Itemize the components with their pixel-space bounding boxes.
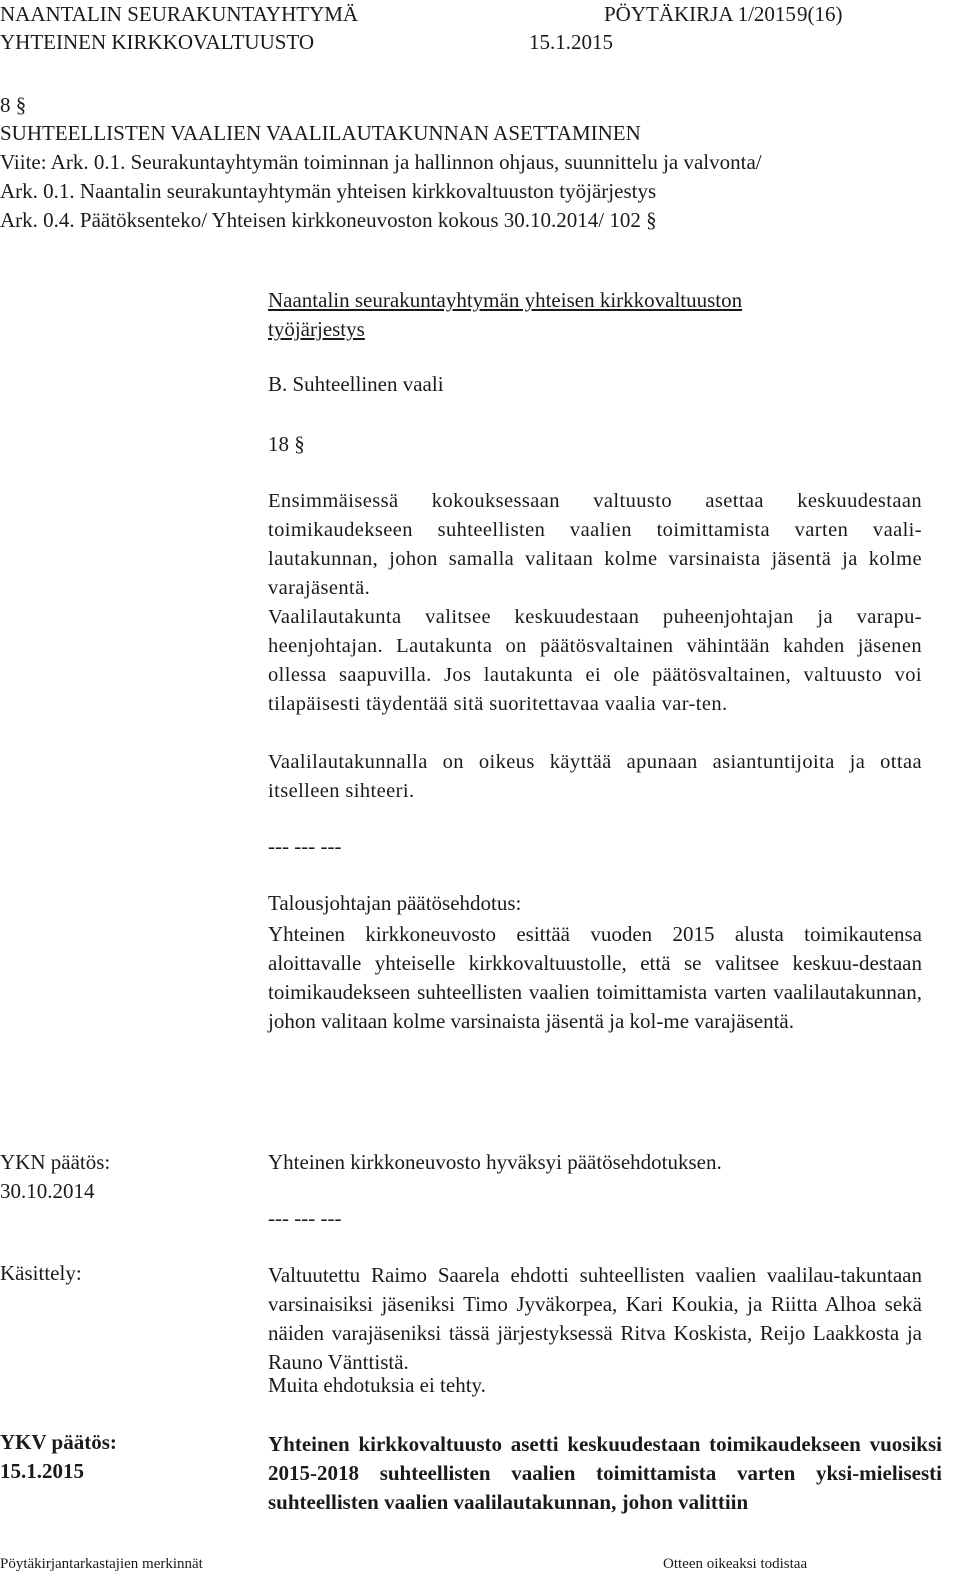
quote-paragraph-number: 18 §: [268, 432, 305, 456]
header-body: YHTEINEN KIRKKOVALTUUSTO: [0, 30, 315, 54]
quote-text-2: Vaalilautakunta valitsee keskuudestaan puheenjohtajan ja varapu-heenjohtajan. Lautakunta on päätösvaltainen vähintään kahden jäsenen ollessa saapuvilla. Jos lautakunta ei ole päätösvaltainen, valtuusto voi tilapäisesti täydentää sitä suoritettavaa vaalia var-ten.: [268, 606, 922, 715]
ykv-label: YKV päätös:: [0, 1430, 117, 1454]
kasittely-note: Muita ehdotuksia ei tehty.: [268, 1373, 486, 1397]
footer-right: Otteen oikeaksi todistaa: [663, 1556, 808, 1572]
header-org: NAANTALIN SEURAKUNTAYHTYMÄ: [0, 2, 359, 26]
reference-1: Viite: Ark. 0.1. Seurakuntayhtymän toiminnan ja hallinnon ohjaus, suunnittelu ja valvonta/: [0, 150, 762, 174]
header-page: 9(16): [797, 2, 843, 26]
header-doc: PÖYTÄKIRJA 1/2015: [604, 2, 796, 26]
ykn-separator: --- --- ---: [268, 1206, 342, 1230]
quote-text-1: Ensimmäisessä kokouksessaan valtuusto asettaa keskuudestaan toimikaudekseen suhteellisten vaalien toimittamista varten vaali-lautakunnan, johon samalla valitaan kolme varsinaista jäsentä ja kolme varajäsentä.: [268, 490, 922, 599]
reference-3: Ark. 0.4. Päätöksenteko/ Yhteisen kirkkoneuvoston kokous 30.10.2014/ 102 §: [0, 208, 657, 232]
header-date: 15.1.2015: [529, 30, 613, 54]
footer-left: Pöytäkirjantarkastajien merkinnät: [0, 1556, 203, 1572]
quote-text-3: Vaalilautakunnalla on oikeus käyttää apunaan asiantuntijoita ja ottaa itselleen sihteeri.: [268, 751, 922, 802]
ykv-date: 15.1.2015: [0, 1459, 84, 1483]
ykn-label: YKN päätös:: [0, 1150, 111, 1174]
ykn-text: Yhteinen kirkkoneuvosto hyväksyi päätösehdotuksen.: [268, 1150, 722, 1174]
ykv-text: Yhteinen kirkkovaltuusto asetti keskuudestaan toimikaudekseen vuosiksi 2015-2018 suhteellisten vaalien toimittamista varten yksi-mielisesti suhteellisten vaalien vaalilautakunnan, johon valittiin: [268, 1432, 942, 1514]
quote-title-line2: työjärjestys: [268, 317, 365, 341]
ykn-date: 30.10.2014: [0, 1179, 95, 1203]
section-title: SUHTEELLISTEN VAALIEN VAALILAUTAKUNNAN ASETTAMINEN: [0, 121, 641, 145]
reference-2: Ark. 0.1. Naantalin seurakuntayhtymän yhteisen kirkkovaltuuston työjärjestys: [0, 179, 657, 203]
kasittely-text: Valtuutettu Raimo Saarela ehdotti suhteellisten vaalien vaalilau-takuntaan varsinaisiksi jäseniksi Timo Jyväkorpea, Kari Koukia, ja Riitta Alhoa sekä näiden varajäseniksi tässä järjestyksessä Ritva Koskista, Reijo Laakkosta ja Rauno Vänttistä.: [268, 1263, 922, 1374]
quote-title-line1: Naantalin seurakuntayhtymän yhteisen kirkkovaltuuston: [268, 288, 743, 312]
proposal-heading: Talousjohtajan päätösehdotus:: [268, 891, 522, 915]
kasittely-label: Käsittely:: [0, 1261, 82, 1285]
proposal-text: Yhteinen kirkkoneuvosto esittää vuoden 2015 alusta toimikautensa aloittavalle yhteiselle kirkkovaltuustolle, että se valitsee keskuu-destaan toimikaudekseen suhteellisten vaalien toimittamista varten vaalilautakunnan, johon valitaan kolme varsinaista jäsentä ja kol-me varajäsentä.: [268, 922, 922, 1033]
separator: --- --- ---: [268, 834, 342, 858]
section-number: 8 §: [0, 93, 27, 117]
quote-subtitle: B. Suhteellinen vaali: [268, 372, 444, 396]
